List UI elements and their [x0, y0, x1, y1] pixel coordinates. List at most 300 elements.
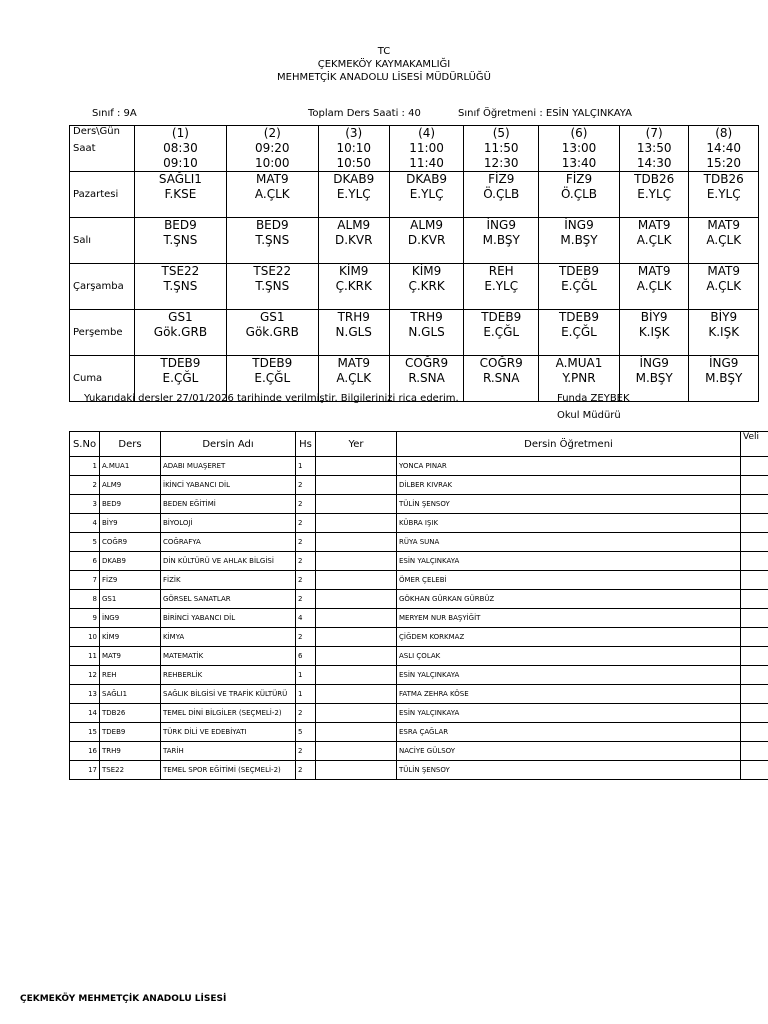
course-code: MAT9	[707, 218, 741, 232]
schedule-cell	[619, 218, 689, 264]
course-teacher: MERYEM NUR BAŞYİĞİT	[397, 609, 741, 628]
course-code: BİY9	[710, 310, 738, 324]
teacher-abbr: T.ŞNS	[163, 233, 198, 247]
course-hours: 2	[296, 571, 316, 590]
teacher-abbr: T.ŞNS	[163, 279, 198, 293]
course-veli	[741, 704, 768, 723]
course-code: ALM9	[410, 218, 444, 232]
course-code: İNG9	[100, 609, 161, 628]
period-number: (3)	[345, 126, 363, 140]
course-place	[316, 590, 397, 609]
header-ders: Ders	[100, 432, 161, 457]
row-number: 2	[70, 476, 100, 495]
course-name: GÖRSEL SANATLAR	[161, 590, 296, 609]
schedule-cell	[539, 310, 620, 356]
period-end: 12:30	[483, 156, 519, 170]
course-row	[70, 476, 768, 495]
course-code: BED9	[100, 495, 161, 514]
course-veli	[741, 742, 768, 761]
total-hours-value: : 40	[401, 108, 421, 119]
schedule-cell	[135, 172, 227, 218]
course-code: SAĞLI1	[158, 172, 202, 186]
schedule-cell	[539, 264, 620, 310]
course-code: GS1	[260, 310, 285, 324]
course-name: REHBERLİK	[161, 666, 296, 685]
schedule-header-row	[70, 126, 759, 172]
total-hours-info	[308, 108, 421, 119]
teacher-abbr: Ö.ÇLB	[560, 187, 598, 201]
teacher-abbr: Gök.GRB	[245, 325, 299, 339]
period-header	[135, 126, 227, 172]
course-veli	[741, 495, 768, 514]
course-place	[316, 723, 397, 742]
course-row	[70, 647, 768, 666]
course-teacher: TÜLİN ŞENSOY	[397, 495, 741, 514]
corner-label: Ders\Gün	[73, 126, 120, 137]
row-number: 17	[70, 761, 100, 780]
period-start: 09:20	[254, 141, 290, 155]
schedule-cell	[619, 172, 689, 218]
schedule-cell	[464, 218, 539, 264]
teacher-abbr: M.BŞY	[482, 233, 520, 247]
period-start: 10:10	[336, 141, 372, 155]
course-place	[316, 552, 397, 571]
course-veli	[741, 514, 768, 533]
teacher-abbr: M.BŞY	[560, 233, 598, 247]
course-teacher: ESİN YALÇINKAYA	[397, 552, 741, 571]
day-name: Cuma	[70, 356, 135, 402]
row-number: 6	[70, 552, 100, 571]
teacher-abbr: Y.PNR	[562, 371, 596, 385]
course-hours: 1	[296, 666, 316, 685]
course-code: MAT9	[100, 647, 161, 666]
course-place	[316, 571, 397, 590]
course-code: FİZ9	[488, 172, 515, 186]
teacher-abbr: K.IŞK	[638, 325, 670, 339]
schedule-cell	[689, 172, 759, 218]
course-code: BED9	[255, 218, 289, 232]
course-veli	[741, 761, 768, 780]
course-code: DKAB9	[406, 172, 448, 186]
schedule-day-row	[70, 218, 759, 264]
course-hours: 2	[296, 704, 316, 723]
schedule-day-row	[70, 172, 759, 218]
teacher-abbr: Ç.KRK	[408, 279, 445, 293]
course-veli	[741, 457, 768, 476]
course-row	[70, 666, 768, 685]
course-place	[316, 742, 397, 761]
course-hours: 1	[296, 685, 316, 704]
period-start: 11:00	[409, 141, 444, 155]
course-place	[316, 666, 397, 685]
course-hours: 2	[296, 495, 316, 514]
teacher-abbr: T.ŞNS	[255, 279, 290, 293]
schedule-day-row	[70, 310, 759, 356]
course-veli	[741, 571, 768, 590]
weekly-schedule-table	[69, 125, 759, 402]
teacher-abbr: E.YLÇ	[706, 187, 741, 201]
course-name: DİN KÜLTÜRÜ VE AHLAK BİLGİSİ	[161, 552, 296, 571]
day-name: Çarşamba	[70, 264, 135, 310]
doc-header	[0, 45, 768, 84]
course-place	[316, 495, 397, 514]
period-end: 14:30	[636, 156, 672, 170]
course-code: TDB26	[634, 172, 675, 186]
day-name: Salı	[70, 218, 135, 264]
course-row	[70, 552, 768, 571]
course-code: MAT9	[337, 356, 371, 370]
course-code: TRH9	[337, 310, 370, 324]
schedule-cell	[389, 310, 464, 356]
saat-label: Saat	[73, 143, 96, 154]
course-row	[70, 571, 768, 590]
schedule-cell	[619, 310, 689, 356]
schedule-cell	[389, 172, 464, 218]
day-name: Perşembe	[70, 310, 135, 356]
schedule-cell	[689, 310, 759, 356]
teacher-abbr: A.ÇLK	[636, 233, 672, 247]
course-place	[316, 647, 397, 666]
class-teacher-info	[458, 108, 632, 119]
schedule-cell	[135, 310, 227, 356]
course-code: TDEB9	[160, 356, 201, 370]
course-veli	[741, 552, 768, 571]
course-code: DKAB9	[100, 552, 161, 571]
course-code: REH	[100, 666, 161, 685]
course-row	[70, 495, 768, 514]
course-code: TDEB9	[558, 310, 599, 324]
teacher-abbr: T.ŞNS	[255, 233, 290, 247]
course-code: MAT9	[255, 172, 289, 186]
period-number: (4)	[418, 126, 436, 140]
schedule-cell	[464, 356, 539, 402]
teacher-abbr: A.ÇLK	[336, 371, 372, 385]
course-hours: 2	[296, 742, 316, 761]
row-number: 8	[70, 590, 100, 609]
course-row	[70, 685, 768, 704]
footer-school-name: ÇEKMEKÖY MEHMETÇİK ANADOLU LİSESİ	[20, 994, 227, 1004]
row-number: 16	[70, 742, 100, 761]
schedule-cell	[464, 172, 539, 218]
course-teacher: ÇİĞDEM KORKMAZ	[397, 628, 741, 647]
header-veli: Veli	[741, 432, 768, 457]
row-number: 9	[70, 609, 100, 628]
course-hours: 2	[296, 590, 316, 609]
course-hours: 2	[296, 514, 316, 533]
course-code: TDEB9	[558, 264, 599, 278]
schedule-cell	[318, 310, 389, 356]
period-header	[619, 126, 689, 172]
teacher-abbr: E.YLÇ	[484, 279, 519, 293]
course-row	[70, 704, 768, 723]
course-code: MAT9	[707, 264, 741, 278]
class-info	[92, 108, 137, 119]
course-code: TDEB9	[252, 356, 293, 370]
row-number: 12	[70, 666, 100, 685]
row-number: 13	[70, 685, 100, 704]
class-teacher-value: : ESİN YALÇINKAYA	[539, 108, 632, 119]
note-text: Yukarıdaki dersler 27/01/2026 tarihinde verilmiştir. Bilgilerinizi rica ederim.	[84, 393, 459, 404]
period-header	[389, 126, 464, 172]
course-code: TSE22	[161, 264, 200, 278]
course-place	[316, 685, 397, 704]
course-code: GS1	[100, 590, 161, 609]
course-teacher: RÜYA SUNA	[397, 533, 741, 552]
header-line-2: ÇEKMEKÖY KAYMAKAMLIĞI	[317, 59, 451, 70]
period-end: 13:40	[561, 156, 597, 170]
period-start: 13:50	[636, 141, 672, 155]
teacher-abbr: M.BŞY	[635, 371, 673, 385]
period-header	[226, 126, 318, 172]
schedule-cell	[539, 218, 620, 264]
course-hours: 6	[296, 647, 316, 666]
course-row	[70, 761, 768, 780]
course-hours: 5	[296, 723, 316, 742]
course-code: TRH9	[410, 310, 443, 324]
course-name: MATEMATİK	[161, 647, 296, 666]
course-teacher: ASLI ÇOLAK	[397, 647, 741, 666]
schedule-cell	[226, 218, 318, 264]
schedule-cell	[619, 264, 689, 310]
course-row	[70, 590, 768, 609]
teacher-abbr: R.SNA	[482, 371, 520, 385]
period-header	[464, 126, 539, 172]
teacher-abbr: K.IŞK	[708, 325, 740, 339]
course-place	[316, 628, 397, 647]
course-hours: 1	[296, 457, 316, 476]
schedule-day-row	[70, 264, 759, 310]
teacher-abbr: E.ÇĞL	[561, 279, 597, 293]
course-name: TARİH	[161, 742, 296, 761]
teacher-abbr: Gök.GRB	[153, 325, 208, 339]
schedule-cell	[318, 264, 389, 310]
period-end: 11:40	[409, 156, 444, 170]
course-teacher: TÜLİN ŞENSOY	[397, 761, 741, 780]
class-value: : 9A	[116, 108, 137, 119]
course-place	[316, 476, 397, 495]
course-hours: 2	[296, 552, 316, 571]
teacher-abbr: E.ÇĞL	[561, 325, 597, 339]
course-list-header	[70, 432, 768, 457]
course-row	[70, 514, 768, 533]
course-hours: 2	[296, 476, 316, 495]
course-teacher: YONCA PINAR	[397, 457, 741, 476]
course-code: DKAB9	[333, 172, 375, 186]
row-number: 14	[70, 704, 100, 723]
course-veli	[741, 666, 768, 685]
schedule-cell	[539, 172, 620, 218]
schedule-cell	[135, 218, 227, 264]
course-teacher: GÖKHAN GÜRKAN GÜRBÜZ	[397, 590, 741, 609]
course-veli	[741, 609, 768, 628]
course-name: BEDEN EĞİTİMİ	[161, 495, 296, 514]
course-place	[316, 457, 397, 476]
course-code: ALM9	[100, 476, 161, 495]
schedule-corner	[70, 126, 135, 172]
total-hours-label: Toplam Ders Saati	[308, 108, 399, 119]
course-code: FİZ9	[565, 172, 593, 186]
period-start: 14:40	[706, 141, 742, 155]
teacher-abbr: M.BŞY	[705, 371, 743, 385]
schedule-cell	[318, 218, 389, 264]
course-row	[70, 533, 768, 552]
course-teacher: ESRA ÇAĞLAR	[397, 723, 741, 742]
course-code: TDB26	[100, 704, 161, 723]
period-end: 09:10	[163, 156, 198, 170]
course-row	[70, 723, 768, 742]
course-code: BİY9	[640, 310, 668, 324]
course-place	[316, 761, 397, 780]
header-sno: S.No	[70, 432, 100, 457]
period-number: (6)	[570, 126, 588, 140]
course-code: COĞR9	[100, 533, 161, 552]
course-code: BİY9	[100, 514, 161, 533]
course-name: TEMEL DİNİ BİLGİLER (SEÇMELİ-2)	[161, 704, 296, 723]
course-name: TÜRK DİLİ VE EDEBİYATI	[161, 723, 296, 742]
period-header	[539, 126, 620, 172]
course-place	[316, 514, 397, 533]
teacher-abbr: D.KVR	[407, 233, 446, 247]
period-end: 10:50	[336, 156, 372, 170]
course-veli	[741, 685, 768, 704]
course-code: İNG9	[639, 356, 669, 370]
teacher-abbr: A.ÇLK	[706, 279, 742, 293]
course-code: İNG9	[708, 356, 739, 370]
course-code: İNG9	[486, 218, 516, 232]
schedule-cell	[689, 356, 759, 402]
period-number: (8)	[715, 126, 733, 140]
course-teacher: ESİN YALÇINKAYA	[397, 666, 741, 685]
course-row	[70, 742, 768, 761]
schedule-cell	[226, 172, 318, 218]
period-header	[689, 126, 759, 172]
schedule-cell	[689, 264, 759, 310]
teacher-abbr: E.ÇĞL	[162, 371, 199, 385]
row-number: 11	[70, 647, 100, 666]
course-code: FİZ9	[100, 571, 161, 590]
course-teacher: ESİN YALÇINKAYA	[397, 704, 741, 723]
course-code: TSE22	[100, 761, 161, 780]
day-name: Pazartesi	[70, 172, 135, 218]
teacher-abbr: Ö.ÇLB	[483, 187, 520, 201]
teacher-abbr: E.YLÇ	[637, 187, 672, 201]
schedule-cell	[226, 310, 318, 356]
course-name: BİRİNCİ YABANCI DİL	[161, 609, 296, 628]
course-teacher: FATMA ZEHRA KÖSE	[397, 685, 741, 704]
course-teacher: ÖMER ÇELEBİ	[397, 571, 741, 590]
course-teacher: DİLBER KIVRAK	[397, 476, 741, 495]
header-ogretmen: Dersin Öğretmeni	[397, 432, 741, 457]
course-veli	[741, 723, 768, 742]
teacher-abbr: A.ÇLK	[636, 279, 672, 293]
teacher-abbr: A.ÇLK	[706, 233, 742, 247]
course-place	[316, 533, 397, 552]
header-line-3: MEHMETÇİK ANADOLU LİSESİ MÜDÜRLÜĞÜ	[277, 72, 491, 83]
schedule-cell	[389, 218, 464, 264]
course-code: MAT9	[637, 218, 671, 232]
course-code: A.MUA1	[555, 356, 603, 370]
class-teacher-label: Sınıf Öğretmeni	[458, 108, 537, 119]
row-number: 10	[70, 628, 100, 647]
course-code: KİM9	[100, 628, 161, 647]
period-end: 10:00	[254, 156, 290, 170]
course-name: FİZİK	[161, 571, 296, 590]
course-code: TDB26	[703, 172, 744, 186]
schedule-cell	[226, 264, 318, 310]
period-start: 08:30	[163, 141, 198, 155]
course-name: SAĞLIK BİLGİSİ VE TRAFİK KÜLTÜRÜ	[161, 685, 296, 704]
course-veli	[741, 476, 768, 495]
row-number: 5	[70, 533, 100, 552]
course-veli	[741, 647, 768, 666]
course-name: İKİNCİ YABANCI DİL	[161, 476, 296, 495]
header-hs: Hs	[296, 432, 316, 457]
course-name: TEMEL SPOR EĞİTİMİ (SEÇMELİ-2)	[161, 761, 296, 780]
course-code: İNG9	[564, 218, 594, 232]
course-veli	[741, 628, 768, 647]
course-place	[316, 609, 397, 628]
row-number: 1	[70, 457, 100, 476]
period-start: 13:00	[561, 141, 597, 155]
teacher-abbr: E.ÇĞL	[483, 325, 520, 339]
course-code: TSE22	[253, 264, 292, 278]
course-veli	[741, 590, 768, 609]
header-yer: Yer	[316, 432, 397, 457]
course-hours: 2	[296, 533, 316, 552]
course-code: KİM9	[339, 264, 369, 278]
period-end: 15:20	[706, 156, 742, 170]
teacher-abbr: F.KSE	[164, 187, 197, 201]
course-code: TDEB9	[100, 723, 161, 742]
course-code: REH	[488, 264, 514, 278]
course-name: KİMYA	[161, 628, 296, 647]
course-hours: 2	[296, 761, 316, 780]
course-code: SAĞLI1	[100, 685, 161, 704]
teacher-abbr: E.YLÇ	[336, 187, 371, 201]
schedule-cell	[689, 218, 759, 264]
schedule-cell	[464, 310, 539, 356]
course-code: GS1	[168, 310, 193, 324]
header-line-1: TC	[377, 46, 391, 57]
course-teacher: KÜBRA IŞIK	[397, 514, 741, 533]
course-name: ADABI MUAŞERET	[161, 457, 296, 476]
course-hours: 2	[296, 628, 316, 647]
course-hours: 4	[296, 609, 316, 628]
principal-title: Okul Müdürü	[557, 410, 621, 421]
period-header	[318, 126, 389, 172]
course-code: A.MUA1	[100, 457, 161, 476]
course-row	[70, 457, 768, 476]
row-number: 3	[70, 495, 100, 514]
teacher-abbr: R.SNA	[408, 371, 445, 385]
schedule-cell	[464, 264, 539, 310]
period-number: (7)	[645, 126, 663, 140]
course-code: KİM9	[411, 264, 442, 278]
row-number: 7	[70, 571, 100, 590]
schedule-cell	[318, 172, 389, 218]
course-list-table	[69, 431, 768, 780]
schedule-cell	[389, 264, 464, 310]
teacher-abbr: N.GLS	[335, 325, 372, 339]
course-veli	[741, 533, 768, 552]
teacher-abbr: D.KVR	[335, 233, 373, 247]
course-place	[316, 704, 397, 723]
period-number: (1)	[171, 126, 189, 140]
course-row	[70, 609, 768, 628]
teacher-abbr: Ç.KRK	[335, 279, 372, 293]
class-label: Sınıf	[92, 108, 114, 119]
course-name: BİYOLOJİ	[161, 514, 296, 533]
